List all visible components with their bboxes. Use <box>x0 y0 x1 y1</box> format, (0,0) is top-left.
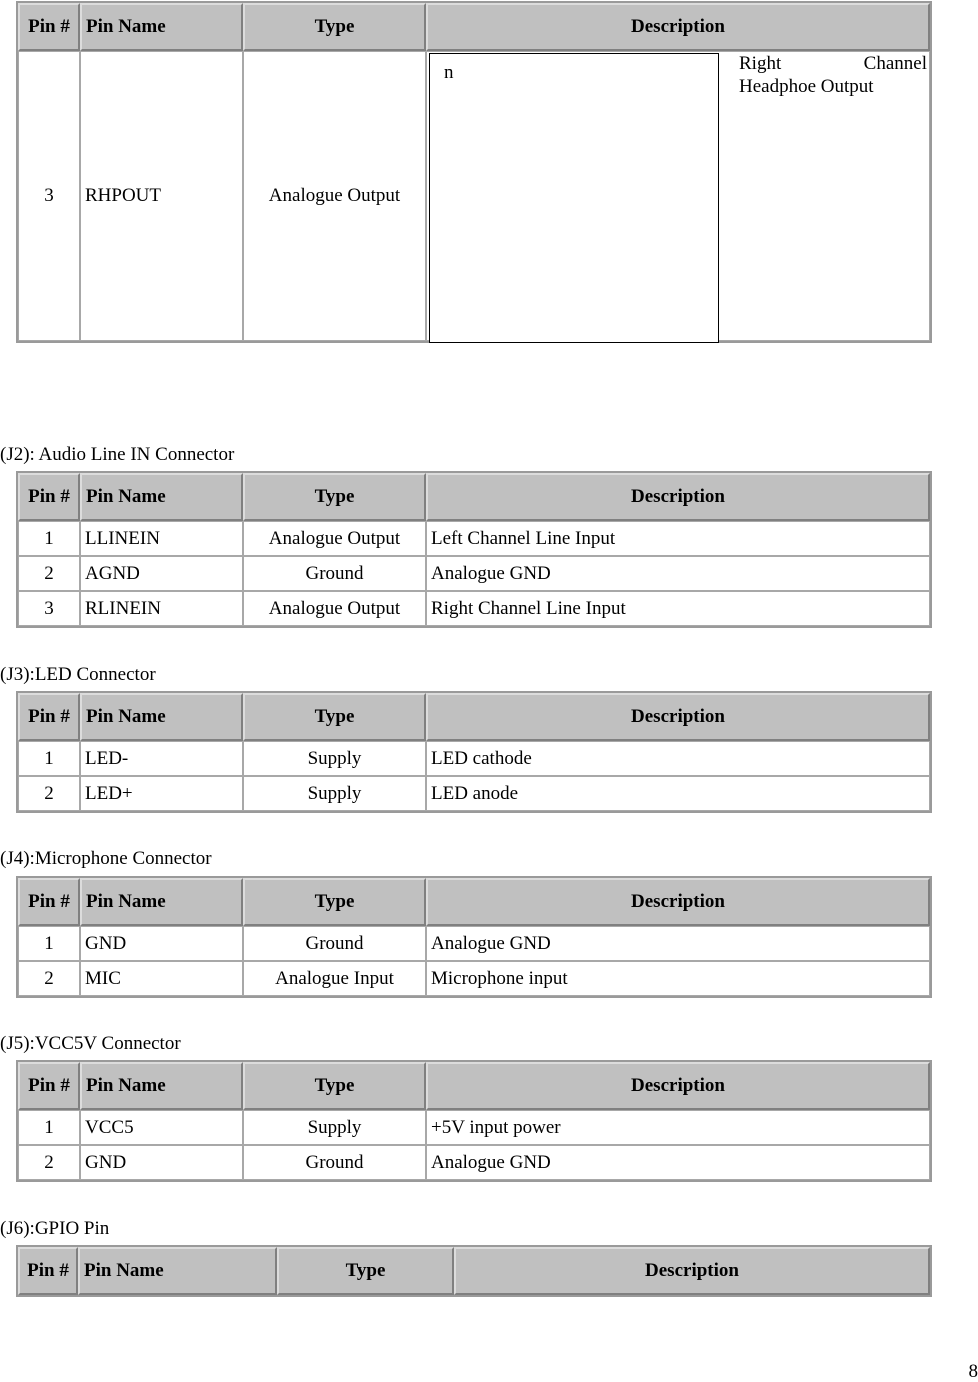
header-pin: Pin # <box>18 693 80 741</box>
pin-table-j5 <box>16 1060 932 1182</box>
cell-pin-name: GND <box>80 1145 243 1180</box>
header-type: Type <box>243 3 426 51</box>
cell-pin: 1 <box>18 926 80 961</box>
caption-j2: (J2): Audio Line IN Connector <box>0 444 234 466</box>
cell-type: Supply <box>243 741 426 776</box>
table-row <box>18 741 930 776</box>
header-pin: Pin # <box>18 1247 78 1295</box>
cell-pin-name: GND <box>80 926 243 961</box>
cell-pin: 3 <box>18 591 80 626</box>
cell-description: LED cathode <box>426 741 930 776</box>
cell-pin-name: LED+ <box>80 776 243 811</box>
header-description: Description <box>426 878 930 926</box>
header-description: Description <box>426 473 930 521</box>
header-description: Description <box>454 1247 930 1295</box>
cell-pin: 2 <box>18 556 80 591</box>
text-box-content: n <box>444 62 454 83</box>
cell-type: Ground <box>243 1145 426 1180</box>
caption-j3: (J3):LED Connector <box>0 664 156 686</box>
table-row <box>18 1145 930 1180</box>
cell-type: Ground <box>243 926 426 961</box>
cell-pin-name: MIC <box>80 961 243 996</box>
embedded-text-box <box>429 53 719 343</box>
cell-type: Supply <box>243 1110 426 1145</box>
cell-pin: 2 <box>18 776 80 811</box>
desc-line: Headphoe Output <box>739 75 927 98</box>
cell-description: LED anode <box>426 776 930 811</box>
cell-pin: 1 <box>18 1110 80 1145</box>
header-description: Description <box>426 3 930 51</box>
table-row <box>18 776 930 811</box>
cell-description: Left Channel Line Input <box>426 521 930 556</box>
cell-type: Analogue Output <box>243 591 426 626</box>
page-number: 8 <box>969 1362 978 1382</box>
caption-j4: (J4):Microphone Connector <box>0 848 212 870</box>
cell-type: Supply <box>243 776 426 811</box>
pin-table-j4 <box>16 876 932 998</box>
header-pin: Pin # <box>18 878 80 926</box>
header-type: Type <box>243 878 426 926</box>
caption-j5: (J5):VCC5V Connector <box>0 1033 181 1055</box>
cell-pin: 2 <box>18 1145 80 1180</box>
header-pin: Pin # <box>18 1062 80 1110</box>
cell-pin-name: RHPOUT <box>80 51 243 341</box>
desc-word: Right <box>739 52 781 75</box>
header-type: Type <box>243 1062 426 1110</box>
header-pin-name: Pin Name <box>80 473 243 521</box>
header-type: Type <box>277 1247 454 1295</box>
table-row <box>18 961 930 996</box>
pin-table-j3 <box>16 691 932 813</box>
header-pin-name: Pin Name <box>80 878 243 926</box>
header-pin: Pin # <box>18 3 80 51</box>
header-pin-name: Pin Name <box>80 1062 243 1110</box>
description-text <box>739 52 927 98</box>
cell-type: Analogue Input <box>243 961 426 996</box>
header-description: Description <box>426 693 930 741</box>
caption-j6: (J6):GPIO Pin <box>0 1218 109 1240</box>
cell-description: Analogue GND <box>426 1145 930 1180</box>
table-row <box>18 556 930 591</box>
cell-pin-name: LLINEIN <box>80 521 243 556</box>
header-pin-name: Pin Name <box>80 3 243 51</box>
cell-description <box>426 51 930 341</box>
pin-table-j2 <box>16 471 932 628</box>
cell-description: Analogue GND <box>426 926 930 961</box>
cell-type: Analogue Output <box>243 51 426 341</box>
cell-type: Ground <box>243 556 426 591</box>
cell-pin: 3 <box>18 51 80 341</box>
cell-pin-name: AGND <box>80 556 243 591</box>
header-pin-name: Pin Name <box>80 693 243 741</box>
cell-pin: 2 <box>18 961 80 996</box>
cell-description: Analogue GND <box>426 556 930 591</box>
pin-table-j6 <box>16 1245 932 1297</box>
header-pin: Pin # <box>18 473 80 521</box>
table-row <box>18 1110 930 1145</box>
cell-description: Microphone input <box>426 961 930 996</box>
header-description: Description <box>426 1062 930 1110</box>
table-row <box>18 521 930 556</box>
desc-word: Channel <box>864 52 927 75</box>
cell-pin: 1 <box>18 521 80 556</box>
header-type: Type <box>243 473 426 521</box>
cell-pin: 1 <box>18 741 80 776</box>
cell-description: Right Channel Line Input <box>426 591 930 626</box>
header-type: Type <box>243 693 426 741</box>
table-row <box>18 51 930 341</box>
cell-type: Analogue Output <box>243 521 426 556</box>
cell-pin-name: RLINEIN <box>80 591 243 626</box>
table-row <box>18 591 930 626</box>
cell-pin-name: VCC5 <box>80 1110 243 1145</box>
pin-table-j1-continued <box>16 1 932 343</box>
table-row <box>18 926 930 961</box>
cell-description: +5V input power <box>426 1110 930 1145</box>
header-pin-name: Pin Name <box>78 1247 277 1295</box>
cell-pin-name: LED- <box>80 741 243 776</box>
